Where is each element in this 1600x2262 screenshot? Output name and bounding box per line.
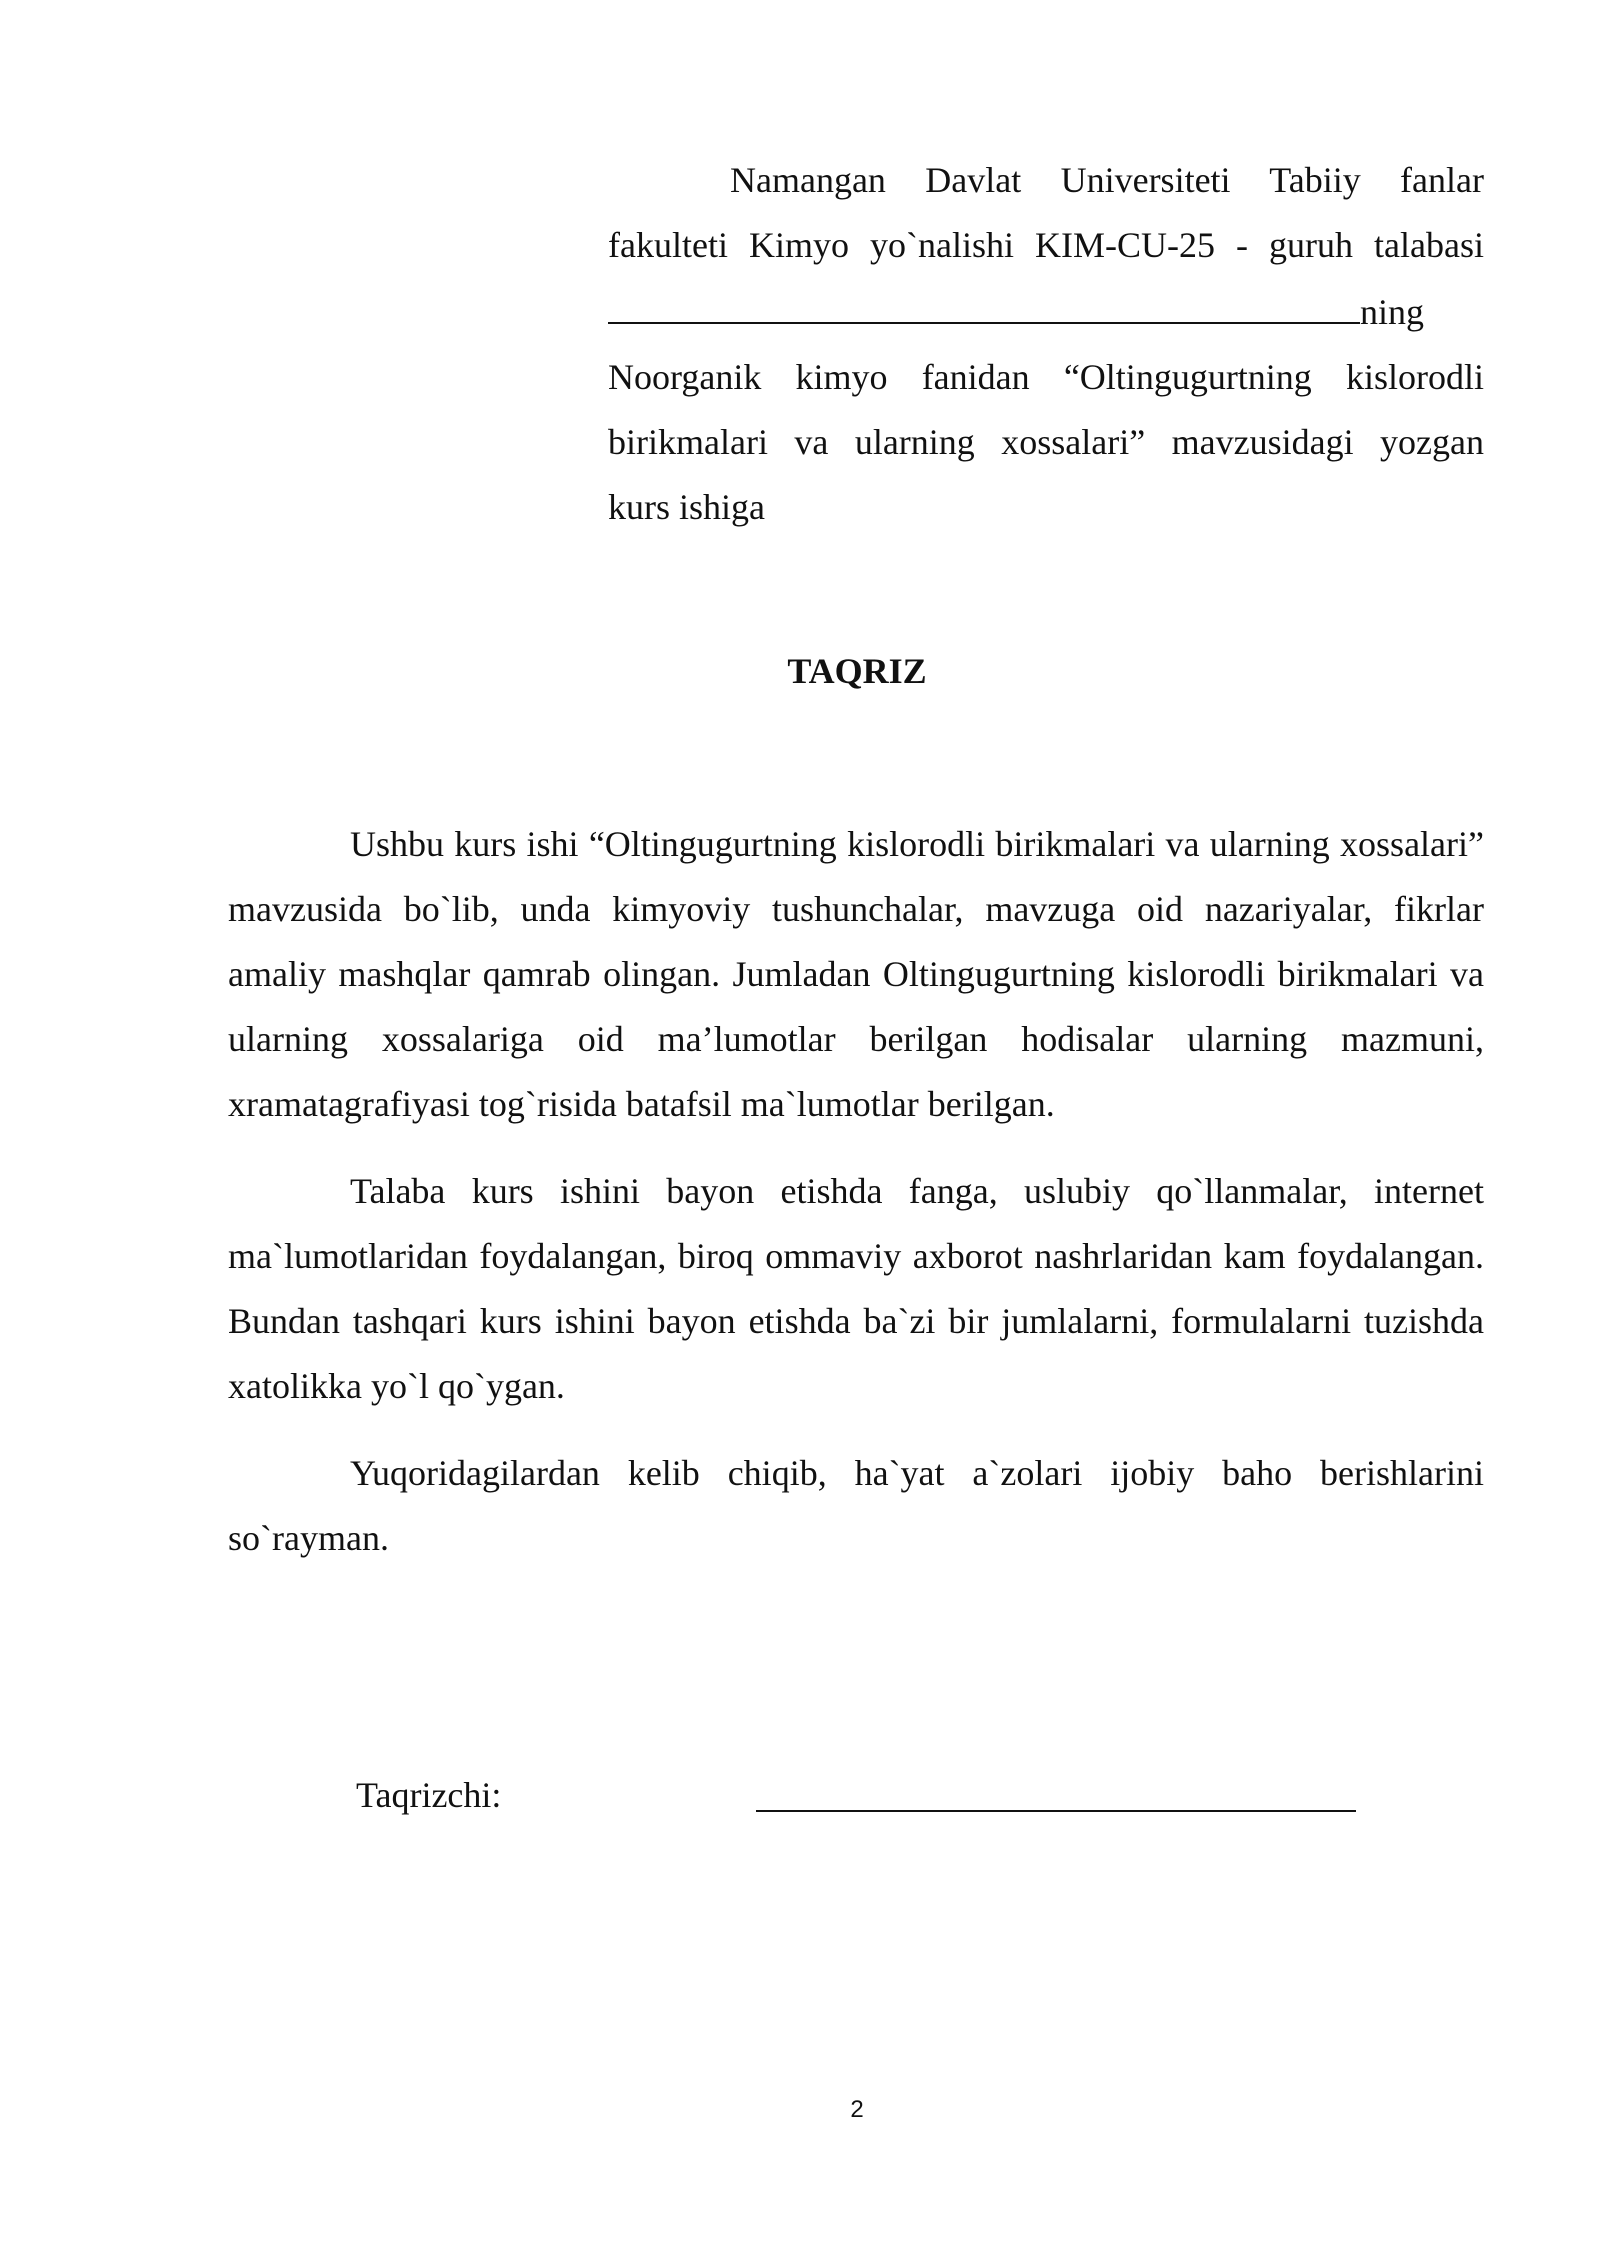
- page-number: 2: [850, 2096, 864, 2123]
- addressee-block: [608, 148, 1484, 540]
- student-name-line: [608, 278, 1484, 345]
- student-name-suffix: ning: [1360, 292, 1425, 332]
- review-paragraph-3: Yuqoridagilardan kelib chiqib, ha`yat a`zolari ijobiy baho berishlarini so`rayman.: [228, 1453, 1484, 1558]
- addressee-line-2: fakulteti Kimyo yo`nalishi KIM-CU-25 - guruh talabasi: [608, 225, 1484, 265]
- reviewer-label: Taqrizchi:: [356, 1775, 502, 1815]
- addressee-line-4: Noorganik kimyo fanidan “Oltingugurtning kislorodli: [608, 357, 1484, 397]
- document-title: TAQRIZ: [787, 651, 927, 691]
- addressee-line-5: birikmalari va ularning xossalari” mavzusidagi yozgan: [608, 422, 1484, 462]
- addressee-line-6: kurs ishiga: [608, 487, 765, 527]
- review-paragraph-1: Ushbu kurs ishi “Oltingugurtning kislorodli birikmalari va ularning xossalari” mavzusida bo`lib, unda kimyoviy tushunchalar, mavzuga oid nazariyalar, fikrlar amaliy mashqlar qamrab olingan. Jumladan Oltingugurtning kislorodli birikmalari va ularning xossalariga oid ma’lumotlar berilgan hodisalar ularning mazmuni, xramatagrafiyasi tog`risida batafsil ma`lumotlar berilgan.: [228, 824, 1484, 1124]
- addressee-line-1: Namangan Davlat Universiteti Tabiiy fanlar: [730, 160, 1484, 200]
- review-body: [228, 812, 1484, 1593]
- signature-block: [356, 1770, 1356, 1820]
- review-paragraph-2: Talaba kurs ishini bayon etishda fanga, uslubiy qo`llanmalar, internet ma`lumotlaridan foydalangan, biroq ommaviy axborot nashrlaridan kam foydalangan. Bundan tashqari kurs ishini bayon etishda ba`zi bir jumlalarni, formulalarni tuzishda xatolikka yo`l qo`ygan.: [228, 1171, 1484, 1406]
- signature-blank-line: [756, 1810, 1356, 1812]
- student-name-blank: [608, 278, 1360, 324]
